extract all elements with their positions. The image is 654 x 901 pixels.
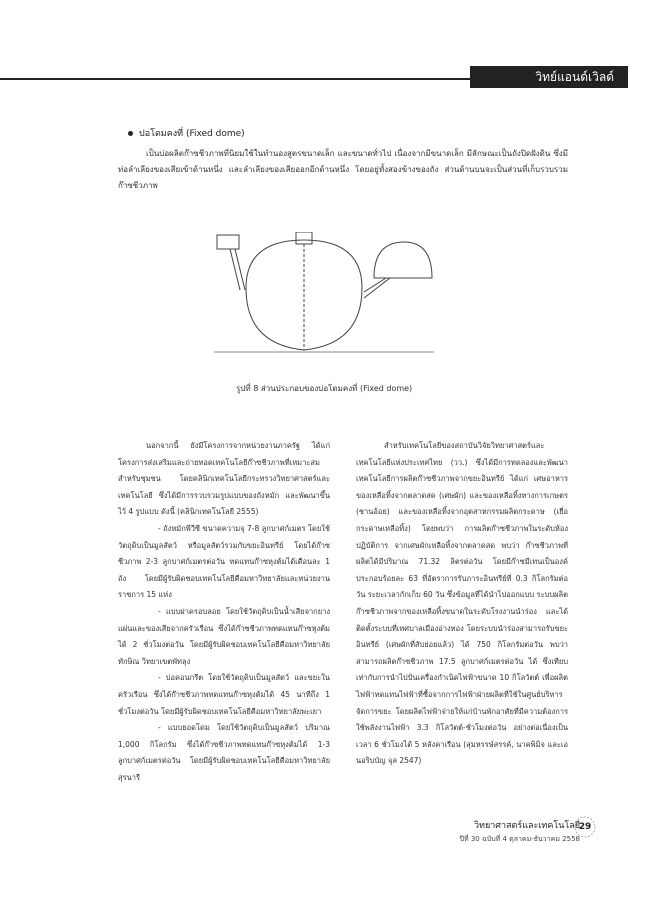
figure-caption: รูปที่ 8 ส่วนประกอบของบ่อโดมคงที่ (Fixed dome): [236, 384, 413, 393]
page-number-badge: [574, 816, 596, 838]
bullet-dot-icon: [128, 131, 133, 136]
footer-issue: ปีที่ 30 ฉบับที่ 4 ตุลาคม-ธันวาคม 2558: [459, 835, 580, 843]
fixed-dome-diagram: [214, 232, 434, 356]
footer: [420, 818, 580, 845]
left-paragraph: - แบบฝาครอบลอย โดยใช้วัตถุดิบเป็นน้ำเสียจากยางแผ่นและของเสียจากครัวเรือน ซึ่งได้ก๊าซชีวภาพทดแทนก๊าซหุงต้มได้ 2 ชั่วโมงต่อวัน โดยมีผู้รับผิดชอบเทคโนโลยีคือมหาวิทยาลัยทักษิณ วิทยาเขตพัทลุง: [118, 606, 330, 666]
intro-paragraph: เป็นบ่อผลิตก๊าซชีวภาพที่นิยมใช้ในทำนองสูตรขนาดเล็ก และขนาดทั่วไป เนื่องจากมีขนาดเล็ก มีลักษณะเป็นถังปิดฝังดิน ซึ่งมีท่อลำเลียงของเสียเข้าด้านหนึ่ง และลำเลียงของเสียออกอีกด้านหนึ่ง โดยอยู่ทั้งสองข้างของถัง ส่วนด้านบนจะเป็นส่วนที่เก็บรวบรวมก๊าซชีวภาพ: [118, 149, 568, 190]
section-tab: วิทย์แอนด์เวิลด์: [470, 66, 628, 88]
left-column: [118, 438, 330, 786]
inlet-box: [217, 235, 239, 249]
gas-outlet: [296, 232, 312, 244]
left-paragraph: นอกจากนี้ ยังมีโครงการจากหน่วยงานภาครัฐ ได้แก่ โครงการส่งเสริมและถ่ายทอดเทคโนโลยีก๊าซชีวภาพที่เหมาะสมสำหรับชุมชน โดยคลินิกเทคโนโลยีกระทรวงวิทยาศาสตร์และเทคโนโลยี ซึ่งได้มีการรวบรวมรูปแบบของถังหมัก และพัฒนาขึ้นไว้ 4 รูปแบบ ดังนี้ (คลินิกเทคโนโลยี 2555): [118, 441, 330, 517]
left-paragraph: - บ่อคอนกรีต โดยใช้วัตถุดิบเป็นมูลสัตว์ และขยะในครัวเรือน ซึ่งได้ก๊าซชีวภาพทดแทนก๊าซหุงต้มได้ 45 นาทีถึง 1 ชั่วโมงต่อวัน โดยมีผู้รับผิดชอบเทคโนโลยีคือมหาวิทยาลัยพะเยา: [118, 673, 330, 716]
page-number: 29: [578, 822, 592, 832]
left-paragraph: - แบบยอดโดม โดยใช้วัตถุดิบเป็นมูลสัตว์ ปริมาณ 1,000 กิโลกรัม ซึ่งได้ก๊าซชีวภาพทดแทนก๊าซหุงต้มได้ 1-3 ลูกบาศก์เมตรต่อวัน โดยมีผู้รับผิดชอบเทคโนโลยีคือมหาวิทยาลัยสุรนารี: [118, 723, 330, 782]
inlet-pipe: [230, 249, 240, 290]
bullet-heading: [128, 126, 245, 140]
right-paragraph: สำหรับเทคโนโลยีของสถาบันวิจัยวิทยาศาสตร์และเทคโนโลยีแห่งประเทศไทย (วว.) ซึ่งได้มีการทดลองและพัฒนาเทคโนโลยีการผลิตก๊าซชีวภาพจากขยะอินทรีย์ ได้แก่ เศษอาหาร ของเหลือทิ้งจากตลาดสด (เศษผัก) และของเหลือทิ้งทางการเกษตร (ชานอ้อย) และของเหลือทิ้งจากอุตสาหกรรมผลิตกระดาษ (เยื่อกระดาษเหลือทิ้ง) โดยพบว่า การผลิตก๊าซชีวภาพในระดับห้องปฏิบัติการ จากเศษผักเหลือทิ้งจากตลาดสด พบว่า ก๊าซชีวภาพที่ผลิตได้มีปริมาณ 71.32 ลิตรต่อวัน โดยมีก๊าซมีเทนเป็นองค์ประกอบร้อยละ 63 ที่อัตราการรับภาระอินทรีย์ที่ 0.3 กิโลกรัมต่อวัน ระยะเวลากักเก็บ 60 วัน ซึ่งข้อมูลที่ได้นำไปออกแบบ ระบบผลิตก๊าซชีวภาพจากของเหลือทิ้งขนาดในระดับโรงงานนำร่อง และได้ติดตั้งระบบที่เทศบาลเมืองอ่างทอง โดยระบบนำร่องสามารถรับขยะอินทรีย์ (เศษผักที่สับย่อยแล้ว) ได้ 750 กิโลกรัมต่อวัน พบว่า สามารถผลิตก๊าซชีวภาพ 17.5 ลูกบาศก์เมตรต่อวัน ได้ ซึ่งเทียบเท่ากับการนำไปปั่นเครื่องกำเนิดไฟฟ้าขนาด 10 กิโลวัตต์ เพื่อผลิตไฟฟ้าทดแทนไฟฟ้าที่ซื้อจากการไฟฟ้าฝ่ายผลิตที่ใช้ในศูนย์บริหารจัดการขยะ โดยผลิตไฟฟ้าจ่ายให้แก่บ้านพักอาศัยที่มีความต้องการใช้พลังงานไฟฟ้า 3.3 กิโลวัตต์-ชั่วโมงต่อวัน อย่างต่อเนื่องเป็นเวลา 6 ชั่วโมงได้ 5 หลังคาเรือน (สุมหรรษ์สรรค์, นาคพิมิจ และเอนอริบบัญ จุล 2547): [356, 441, 568, 766]
bullet-title: ปอโดมคงที่ (Fixed dome): [139, 129, 245, 139]
right-column: [356, 438, 568, 770]
expansion-chamber: [374, 242, 432, 278]
left-paragraph: - ถังหมักพีวีซี ขนาดความจุ 7-8 ลูกบาศก์เมตร โดยใช้วัตถุดิบเป็นมูลสัตว์ หรือมูลสัตว์รวมกับขยะอินทรีย์ โดยได้ก๊าซชีวภาพ 2-3 ลูกบาศก์เมตรต่อวัน ทดแทนก๊าซหุงต้มได้เดือนละ 1 ถัง โดยมีผู้รับผิดชอบเทคโนโลยีคือมหาวิทยาลัยและหน่วยงานราชการ 15 แห่ง: [118, 523, 330, 600]
footer-journal: วิทยาศาสตร์และเทคโนโลยี: [473, 821, 580, 831]
